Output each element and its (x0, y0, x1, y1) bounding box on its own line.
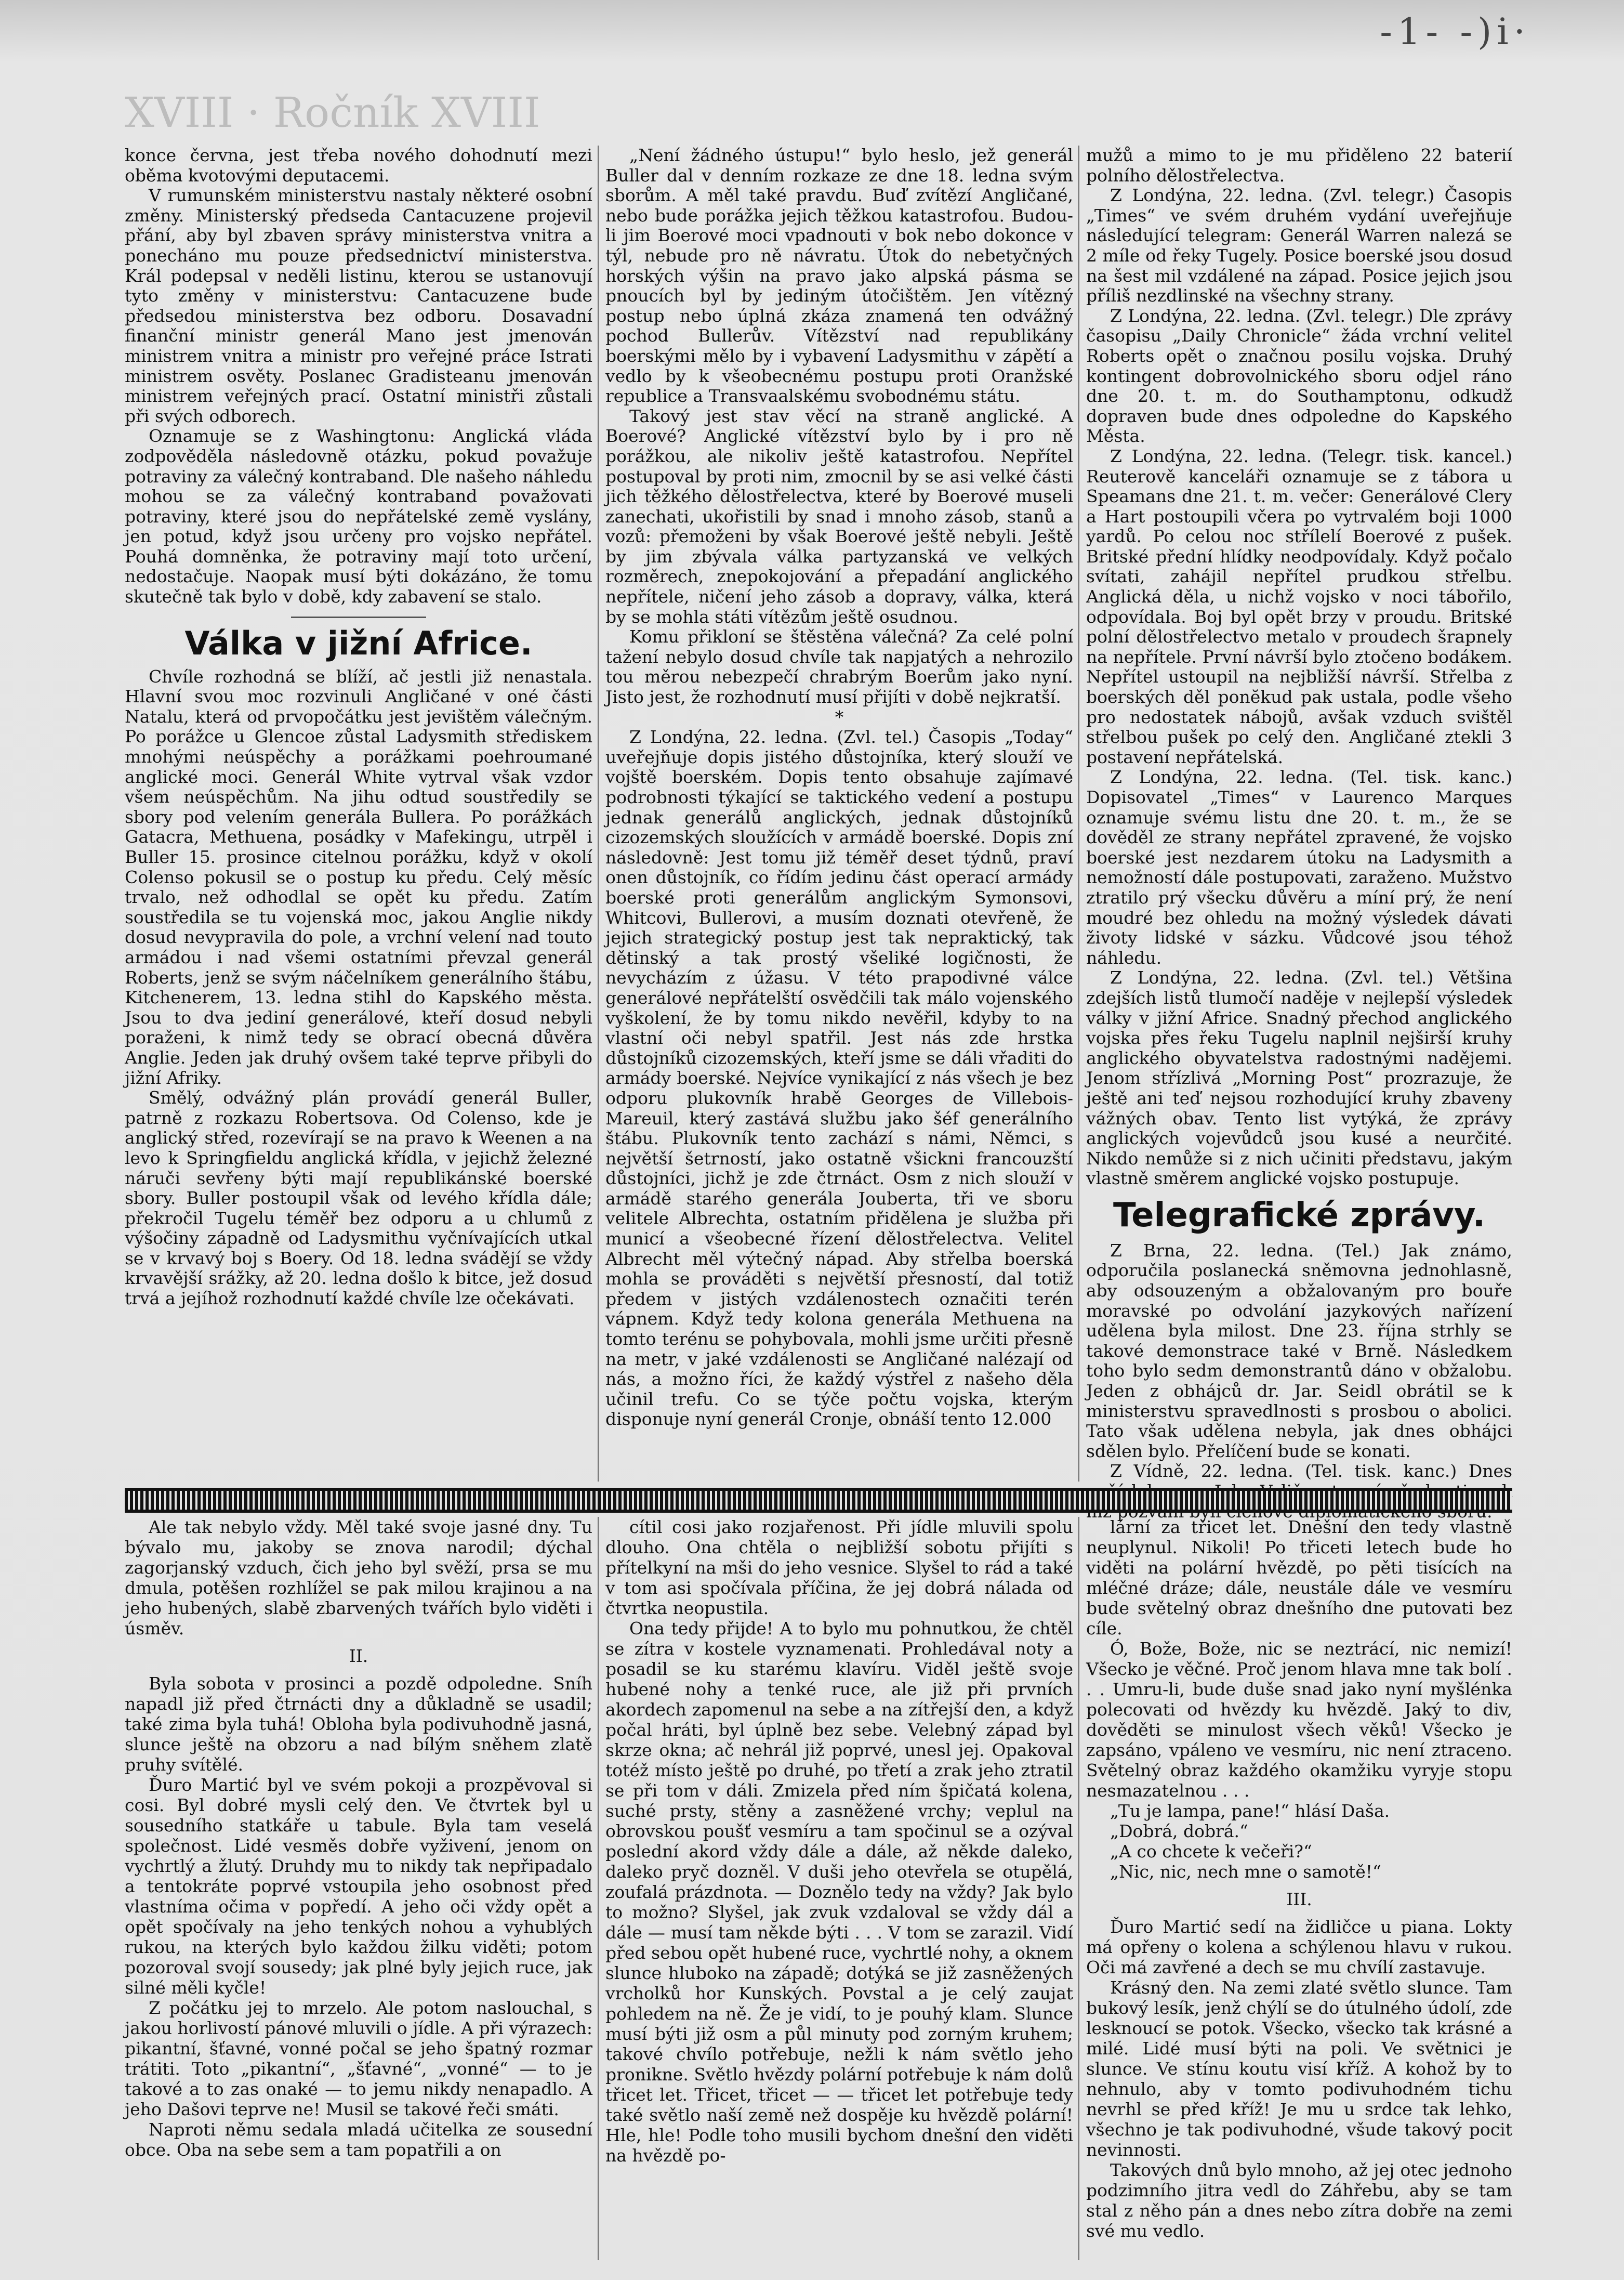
dialogue-line: „Dobrá, dobrá.“ (1110, 1821, 1248, 1841)
telegram-london: Z Londýna, 22. ledna. (Telegr. tisk. kancel.) Reuterově kanceláři oznamuje se z tábora u Speamans dne 21. t. m. večer: Generálové Clery a Hart postoupili včera po vytrvalém boji 1000 yardů. Po celou noc střílelí Boerové z pušek. Britské přední hlídky neodpovídaly. Když počalo svítati, zahájil nepřítel prudkou střelbu. Anglická děla, u nichž vojsko v noci tábořilo, odpovídala. Boj byl opět brzy v proudu. Britské polní dělostřelectvo metalo v proudech šrapnely na nepřítele. První návrší bylo ztočeno bodákem. Nepřítel ustoupil na nejbližší návrší. Střelba z boerských děl ponĕkud pak ustala, podle všeho pro nedostatek nábojů, avšak vzduch svištěl střelbou pušek po celý den. Angličané ztekli 3 postavení nepřátelská. (1086, 445, 1512, 767)
dialogue-line: „Nic, nic, nech mne o samotě!“ (1110, 1862, 1381, 1882)
telegram-brno: Z Brna, 22. ledna. (Tel.) Jak známo, odporučila poslanecká sněmovna jednohlasně, aby odsouzeným a obžalovaným pro bouře moravské po odvolání jazykových nařízení udělena byla milost. Dne 23. října strhly se takové demonstrace také v Brně. Následkem toho bylo sedm demonstrantů dáno v obžalobu. Jeden z obhájců dr. Jar. Seidl obrátil se k ministerstvu spravedlnosti s prosbou o abolici. Tato však udělena nebyla, jak dnes obhájci sdělen bylo. Přelíčení bude se konati. (1086, 1240, 1512, 1461)
feuilleton-text: Ale tak nebylo vždy. Měl také svoje jasné dny. Tu bývalo mu, jakoby se znova narodil; dýchal zagorjanský vzduch, čich jeho byl svěží, prsa se mu dmula, potěšen rozhlížel se pak milou krajinou a na jeho hubených, slabě zbarvených tvářích bylo viděti i úsměv. (125, 1517, 592, 1639)
article-war: „Není žádného ústupu!“ bylo heslo, jež generál Buller dal v denním rozkaze ze dne 18. ledna svým sborům. A měl také pravdu. Buď zvítězí Angličané, nebo bude porážka jejich těžkou katastrofou. Budou-li jim Boerové moci vpadnouti v bok nebo dokonce v týl, nebude pro ně návratu. Útok do nebetyčných horských výšin na pravo jako alpská pásma se pnoucích byl by jediným útočištěm. Jen vítězný postup nebo úplná zkáza znamená ten odvážný pochod Bullerův. Vítězství nad republikány boerskými mělo by i vybavení Ladysmithu v zápětí a vedlo by k všeobecnému postupu proti Oranžské republice a Transvaalskému svobodnému státu. (605, 145, 1073, 407)
divider (291, 617, 426, 618)
war-heading: Válka v jižní Africe. (184, 624, 533, 662)
article-contraband: Oznamuje se z Washingtonu: Anglická vláda zodpověděla následovně otázku, pokud považuje potraviny za válečný kontraband. Dle našeho náhledu mohou se za válečný kontraband považovati potraviny, které jsou do nepřátelské země vyslány, jen potud, když jsou určeny pro vojsko nepřátel. Pouhá domněnka, že potraviny mají toto určení, nedostačuje. Naopak musí býti dokázáno, že tomu skutečně tak bylo v době, kdy zabavení se stalo. (125, 426, 592, 607)
feuilleton-column-1 (125, 1517, 592, 2160)
article-war: Chvíle rozhodná se blíží, ač jestli již nenastala. Hlavní svou moc rozvinuli Angličané v oné části Natalu, která od prvopočátku jest jevištěm válečným. Po porážce u Glencoe zůstal Ladysmith střediskem mnohými neúspěchy a porážkami poehroumané anglické moci. Generál White vytrval však vzdor všem neúspěchům. Na jihu odtud soustředily se sbory pod velením generála Bullera. Po porážkách Gatacra, Methuena, posádky v Mafekingu, utrpěl i Buller 15. prosince citelnou porážku, když v okolí Colenso pokusil se o postup ku předu. Celý měsíc trvalo, než odhodlal se opět ku předu. Zatím soustředila se tu vojenská moc, jakou Anglie nikdy dosud nevypravila do pole, a vrchní velení nad touto armádou i nad všemi ostatními převzal generál Roberts, jenž se svým náčelníkem generálního štábu, Kitchenerem, 13. ledna stihl do Kapského města. Jsou to dva jediní generálové, kteří dosud nebyli poraženi, k nimž tedy se obrací obecná důvěra Anglie. Jeden jak druhý ovšem také teprve přibyli do jižní Afriky. (125, 666, 592, 1088)
telegram-london: Z Londýna, 22. ledna. (Zvl. tel.) Většina zdejších listů tlumočí naděje v nejlepší výsledek války v jižní Africe. Snadný přechod anglického vojska přes řeku Tugelu naplnil nejširší kruhy anglického obyvatelstva radostnými nadějemi. Jenom střízlivá „Morning Post“ prozrazuje, že ještě ani teď nejsou rozhodující kruhy zbaveny vážných obav. Tento list vytýká, že zprávy anglických vojevůdců jsou kusé a neurčité. Nikdo nemůže si z nich učiniti představu, jakým vlastně směrem anglické vojsko postupuje. (1086, 967, 1512, 1189)
feuilleton-column-2 (605, 1517, 1073, 2166)
column-1 (125, 146, 592, 1309)
column-2 (605, 146, 1073, 1430)
feuilleton-text: Ó, Bože, Bože, nic se neztrácí, nic nemizí! Všecko je věčné. Proč jenom hlava mne tak bolí . . . Umru-li, bude duše snad jako nyní myšlénka polecovati od hvězdy ku hvězdě. Jaký to div, dověděti se minulost všech věků! Všecko je zapsáno, vpáleno ve vesmíru, nic není ztraceno. Světelný obraz každého okamžiku vyryje stopu nesmazatelnou . . . (1086, 1639, 1512, 1801)
column-divider (598, 146, 599, 1482)
column-divider (1078, 1517, 1079, 2260)
telegraph-heading: Telegrafické zprávy. (1113, 1196, 1486, 1235)
feuilleton-text: cítil cosi jako rozjařenost. Při jídle mluvili spolu dlouho. Ona chtěla o nejbližší sobotu přijíti s přítelkyní na mši do jeho vesnice. Slyšel to rád a také v tom asi spočívala příčina, že jej dobrá nálada od čtvrtka neopustila. (605, 1517, 1073, 1618)
chapter-number: III. (1286, 1889, 1312, 1909)
telegram-london: Z Londýna, 22. ledna. (Tel. tisk. kanc.) Dopisovatel „Times“ v Laurenco Marques oznamuje svému listu dne 20. t. m., že se dověděl ze strany nepřátel zpravené, že vojsko boerské jest nezdarem útoku na Ladysmith a nemožností dále postupovati, zaraženo. Mužstvo ztratilo prý všecku důvěru a míní prý, že není moudré bez ohledu na možný výsledek dávati životy lidské v sázku. Vůdcové jsou téhož náhledu. (1086, 767, 1512, 968)
feuilleton-text: Ďuro Martić sedí na židličce u piana. Lokty má opřeny o kolena a schýlenou hlavu v rukou. Oči má zavřené a dech se mu chvílí zastavuje. (1086, 1917, 1512, 1977)
column-divider (1078, 146, 1079, 1482)
feuilleton-text: Naproti němu sedala mladá učitelka ze sousední obce. Oba na sebe sem a tam popatřili a on (125, 2119, 592, 2160)
article-war: Komu přikloní se štěstěna válečná? Za celé polní tažení nebylo dosud chvíle tak napjatých a nehrozilo tou měrou nebezpečí chrabrým Boerům jako nyní. Jisto jest, že rozhodnutí musí přijíti v době nejkratší. (605, 626, 1073, 707)
feuilleton-text: Ona tedy přijde! A to bylo mu pohnutkou, že chtěl se zítra v kostele vyznamenati. Prohledával noty a posadil se ku starému klavíru. Viděl ještě svoje hubené nohy a tenké ruce, ale již při prvních akordech zapomenul na sebe a na zítřejší den, a když počal hráti, byl úplně bez sebe. Velebný západ byl skrze okna; ač nehrál již poprvé, unesl jej. Opakoval totéž místo ještě po druhé, po třetí a zrak jeho ztratil se při tom v dáli. Zmizela před ním špičatá kolena, suché prsty, stěny a zasněžené vrchy; veplul na obrovskou poušť vesmíru a tam spočinul se a ozýval poslední akord vždy dále a dále, až někde daleko, daleko pryč dozněl. V duši jeho otevřela se otupělá, zoufalá prázdnota. — Doznělo tedy na vždy? Jak bylo to možno? Slyšel, jak zvuk vzdaloval se vždy dál a dále — musí tam někde býti . . . V tom se zarazil. Vidí před sebou opět hubené ruce, vychrtlé nohy, a oknem slunce hluboko na západě; dotýká se již zasněžených vrcholků hor Kunských. Povstal a je celý zaujat pohledem na ně. Že je vidí, to je pouhý klam. Slunce musí býti již osm a půl minuty pod zorným kruhem; takové chvílo potřebuje, nežli k nám světlo jeho pronikne. Světlo hvězdy polární potřebuje k nám dolů třicet let. Třicet, třicet — — třicet let potřebuje tedy také světlo naší země než dospěje ku hvězdě polární! Hle, hle! Podle toho musili bychom dnešní den viděti na hvězdě po- (605, 1618, 1073, 2166)
feuilleton-separator (125, 1488, 1512, 1513)
article-text: mužů a mimo to je mu přiděleno 22 baterií polního dělostřelectva. (1086, 145, 1512, 186)
article-romanian-ministry: V rumunském ministerstvu nastaly některé osobní změny. Ministerský předseda Cantacuzene projevil přání, aby byl zbaven správy ministerstva vnitra a ponecháno mu pouze předsednictví ministerstva. Král podepsal v neděli listinu, kterou se ustanovují tyto změny v ministerstvu: Cantacuzene bude předsedou ministerstva bez odboru. Dosavadní finanční ministr generál Mano jest jmenován ministrem vnitra a ministr pro veřejné práce Istrati ministrem osvěty. Poslanec Gradisteanu jmenován ministrem veřejných prací. Ostatní ministři zůstali při svých odborech. (125, 185, 592, 426)
dialogue-line: „Tu je lampa, pane!“ hlásí Daša. (1110, 1801, 1390, 1821)
column-3 (1086, 146, 1512, 1522)
telegram-vienna: Z Vídně, 22. ledna. (Tel. tisk. kanc.) Dnes (1110, 1461, 1512, 1482)
dialogue-line: „A co chcete k večeři?“ (1110, 1841, 1312, 1862)
feuilleton-text: Takových dnů bylo mnoho, až jej otec jednoho podzimního jitra vedl do Záhřebu, aby se tam stal z něho pán a dnes nebo zítra dobře na zemi své mu vedlo. (1086, 2160, 1512, 2241)
feuilleton-text: lární za třicet let. Dnešní den tedy vlastně neuplynul. Nikoli! Po třiceti letech bude ho viděti na polární hvězdě, po pěti tisících na mléčné dráze; dále, neustále dále ve vesmíru bude světelný obraz dnešního dne putovati bez cíle. (1086, 1517, 1512, 1639)
feuilleton-column-3 (1086, 1517, 1512, 2241)
chapter-number: II. (349, 1646, 368, 1666)
feuilleton-text: Krásný den. Na zemi zlaté světlo slunce. Tam bukový lesík, jenž chýlí se do útulného údolí, zde lesknoucí se potok. Všecko, všecko tak krásné a milé. Lidé musí býti na poli. Ve světnici je slunce. Ve stínu koutu visí kříž. A kohož by to nehnulo, aby v tomto podivuhodném tichu nevrhl se před kříž! Je mu u srdce tak lehko, všechno je tak podivuhodné, všude takový pocit nevinnosti. (1086, 1977, 1512, 2160)
article-officer-letter: Z Londýna, 22. ledna. (Zvl. tel.) Časopis „Today“ uveřejňuje dopis jistého důstojníka, který slouží ve vojště boerském. Dopis tento obsahuje zajímavé podrobnosti týkající se taktického vedení a postupu jednak generálů anglických, jednak důstojníků cizozemských sloužících v armádě boerské. Dopis zní následovně: Jest tomu již téměř deset týdnů, praví onen důstojník, co řídím jedinu část operací armády boerské proti generálům anglickým Symonsovi, Whitcovi, Bullerovi, a musím doznati otevřeně, že jejich strategický postup jest tak nepraktický, tak dětinský a tak prostý všeliké logičnosti, že nevycházím z úžasu. V této prapodivné válce generálové nepřátelští osvědčili tak málo vojenského vyškolení, že by tomu nikdo nevěřil, kdyby to na vlastní oči nebyl spatřil. Jest nás zde hrstka důstojníků cizozemských, kteří jsme se dáli vřaditi do armády boerské. Nejvíce vynikající z nás všech je bez odporu plukovník hrabě Georges de Villebois-Mareuil, který zastává službu jako šéf generálního štábu. Plukovník tento zachází s námi, Němci, s největší šetrností, jako ostatně všickni francouzští důstojníci, jichž je zde čtrnáct. Osm z nich slouží v armádě starého generála Jouberta, tři ve sboru velitele Albrechta, ostatním přidělena je služba při municí a všeobecné řízení dělostřelectva. Velitel Albrecht měl výtečný nápad. Aby střelba boerská mohla se prováděti s největší přesností, dal totiž předem v jistých vzdálenostech označiti terén vápnem. Když tedy kolona generála Methuena na tomto terénu se pohybovala, mohli jsme určiti přesně na metr, v jaké vzdálenosti se Angličané nalézají od nás, a možno říci, že každý výstřel z našeho děla učinil trefu. Co se týče počtu vojska, kterým disponuje nyní generál Cronje, obnáší tento 12.000 (605, 727, 1073, 1430)
article-war: Takový jest stav věcí na straně anglické. A Boerové? Anglické vítězství bylo by i pro ně porážkou, ale nikoliv ještě katastrofou. Nepřítel postupoval by proti nim, zmocnil by se asi velké části jich těžkého dělostřelectva, které by Boerové museli zanechati, ukořistili by snad i mnoho zásob, stanů a vozů: přemoženi by však Boerové ještě nebyli. Ještě by jim zbývala válka partyzanská ve velkých rozměrech, znepokojování a přepadání anglického nepřítele, ničení jeho zásob a dopravy, válka, která by se mohla státi vítězům ještě osudnou. (605, 405, 1073, 627)
star-separator: * (835, 706, 844, 727)
article-text: konce června, jest třeba nového dohodnutí mezi oběma kvotovými deputacemi. (125, 145, 592, 186)
telegram-london: Z Londýna, 22. ledna. (Zvl. telegr.) Časopis „Times“ ve svém druhém vydání uveřejňuje následující telegram: Generál Warren nalezá se 2 míle od řeky Tugely. Posice boerské jsou dosud na šest mil vzdálené na západ. Posice jejich jsou příliš nezdlinské na všechny strany. (1086, 185, 1512, 306)
faint-header: XVIII · Ročník XVIII (125, 88, 540, 137)
telegram-london: Z Londýna, 22. ledna. (Zvl. telegr.) Dle zprávy časopisu „Daily Chronicle“ žáda vrchní velitel Roberts opět o značnou posilu vojska. Druhý kontingent dobrovolnického sboru odjel ráno dne 20. t. m. do Southamptonu, odkudž dopraven bude dnes odpoledne do Kapského Města. (1086, 305, 1512, 447)
feuilleton-text: Byla sobota v prosinci a pozdě odpoledne. Sníh napadl již před čtrnácti dny a důkladně se usadil; také zima byla tuhá! Obloha byla podivuhodně jasná, slunce ještě na obzoru a nad bílým sněhem zlatě pruhy svítělé. (125, 1673, 592, 1775)
corner-marks: -1- -)i· (1380, 10, 1530, 53)
feuilleton-text: Z počátku jej to mrzelo. Ale potom naslouchal, s jakou horlivostí pánové mluvili o jídle. A při výrazech: pikantní, šťavné, vonné počal se jeho špatný rozmar trátiti. Toto „pikantní“, „šťavné“, „vonné“ — to je takové a to zas onaké — to jemu nikdy nenapadlo. A jeho Dašovi teprve ne! Musil se takové řeči smáti. (125, 1998, 592, 2119)
feuilleton-text: Ďuro Martić byl ve svém pokoji a prozpěvoval si cosi. Byl dobré mysli celý den. Ve čtvrtek byl u sousedního statkáře u tabule. Byla tam veselá společnost. Lidé vesměs dobře vyživení, jenom on vychrtlý a žlutý. Druhdy mu to nikdy tak nepřipadalo a tentokráte poprvé vstoupila jeho osobnost před vlastníma očima v popředí. A jeho oči vždy opět a opět spočívaly na jeho tenkých nohou a vyhublých rukou, na kterých bylo každou žilku viděti; potom pozoroval svojí sousedy; jak plné byly jejich ruce, jak silné měli kyčle! (125, 1775, 592, 1998)
article-war: Smělý, odvážný plán provádí generál Buller, patrně z rozkazu Robertsova. Od Colenso, kde je anglický střed, rozevírají se na pravo k Weenen a na levo k Springfieldu anglická křídla, v jejichž železné náruči sevřeny býti mají republikánské boerské sbory. Buller postoupil však od levého křídla dále; překročil Tugelu téměř bez odporu a u chlumů z výšočiny západně od Ladysmithu vyčnívajících utkal se v krvavý boj s Boery. Od 18. ledna svádějí se vždy krvavější srážky, až 20. ledna došlo k bitce, jež dosud trvá a jejíhož rozhodnutí každé chvíle lze očekávati. (125, 1087, 592, 1309)
column-divider (598, 1517, 599, 2260)
